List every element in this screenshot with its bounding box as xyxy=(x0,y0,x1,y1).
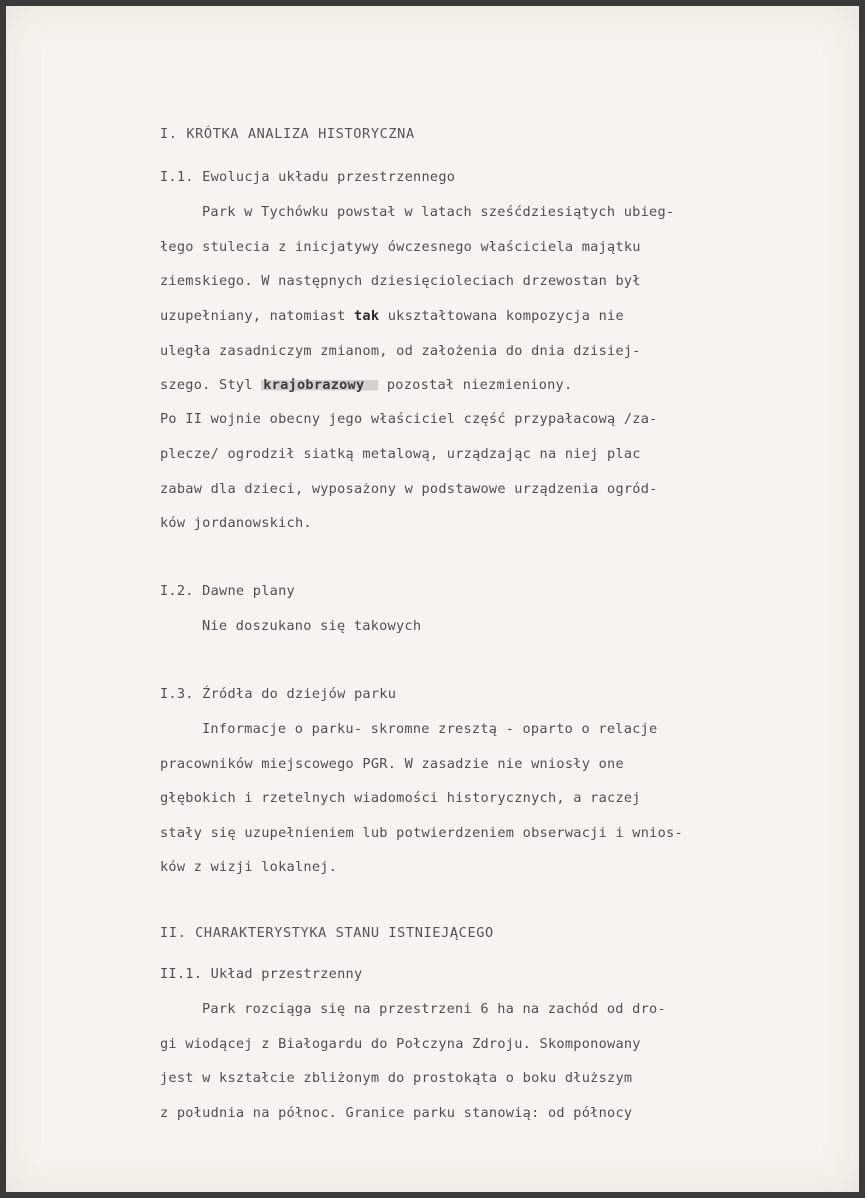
paragraph-line: Informacje o parku- skromne zresztą - oparto o relacje xyxy=(202,721,658,737)
paragraph-line: ków z wizji lokalnej. xyxy=(160,859,338,875)
section-heading-2: II. CHARAKTERYSTYKA STANU ISTNIEJĄCEGO xyxy=(160,925,494,941)
paragraph-line: jest w kształcie zbliżonym do prostokąta o boku dłuższym xyxy=(160,1070,633,1086)
paragraph-line: Nie doszukano się takowych xyxy=(202,618,422,634)
overtyped-word: tak xyxy=(354,308,380,324)
paragraph-line: plecze/ ogrodził siatką metalową, urządzając na niej plac xyxy=(160,446,641,462)
subsection-heading-1-2: I.2. Dawne plany xyxy=(160,583,295,599)
paragraph-line: zabaw dla dzieci, wyposażony w podstawowe urządzenia ogród- xyxy=(160,481,658,497)
paragraph-line: łego stulecia z inicjatywy ówczesnego właściciela majątku xyxy=(160,239,641,255)
paragraph-line: Park rozciąga się na przestrzeni 6 ha na zachód od dro- xyxy=(202,1001,666,1017)
text-fragment: ukształtowana kompozycja nie xyxy=(387,308,624,324)
paragraph-line: z południa na północ. Granice parku stanowią: od północy xyxy=(160,1105,633,1121)
paragraph-line: ków jordanowskich. xyxy=(160,515,312,531)
section-heading-1: I. KRÓTKA ANALIZA HISTORYCZNA xyxy=(160,126,415,142)
paragraph-line: pracowników miejscowego PGR. W zasadzie nie wniosły one xyxy=(160,756,624,772)
text-fragment: pozostał niezmieniony. xyxy=(386,377,573,393)
paragraph-line: ziemskiego. W następnych dziesięcioleciach drzewostan był xyxy=(160,273,641,289)
subsection-heading-1-1: I.1. Ewolucja układu przestrzennego xyxy=(160,169,456,185)
paragraph-line xyxy=(160,377,572,393)
text-fragment: uzupełniany, natomiast xyxy=(160,308,346,324)
paragraph-line: uległa zasadniczym zmianom, od założenia do dnia dzisiej- xyxy=(160,343,641,359)
paragraph-line: gi wiodącej z Białogardu do Połczyna Zdroju. Skomponowany xyxy=(160,1036,641,1052)
paragraph-line: stały się uzupełnieniem lub potwierdzeniem obserwacji i wnios- xyxy=(160,825,683,841)
paragraph-line: Park w Tychówku powstał w latach sześćdziesiątych ubieg- xyxy=(202,204,675,220)
paragraph-line xyxy=(160,308,624,324)
subsection-heading-1-3: I.3. Źródła do dziejów parku xyxy=(160,686,397,702)
text-fragment: szego. Styl xyxy=(160,377,253,393)
document-page xyxy=(6,6,859,1192)
corrected-word: krajobrazowy xyxy=(261,377,378,393)
subsection-heading-2-1: II.1. Układ przestrzenny xyxy=(160,966,363,982)
paragraph-line: Po II wojnie obecny jego właściciel część przypałacową /za- xyxy=(160,411,658,427)
paragraph-line: głębokich i rzetelnych wiadomości historycznych, a raczej xyxy=(160,790,641,806)
